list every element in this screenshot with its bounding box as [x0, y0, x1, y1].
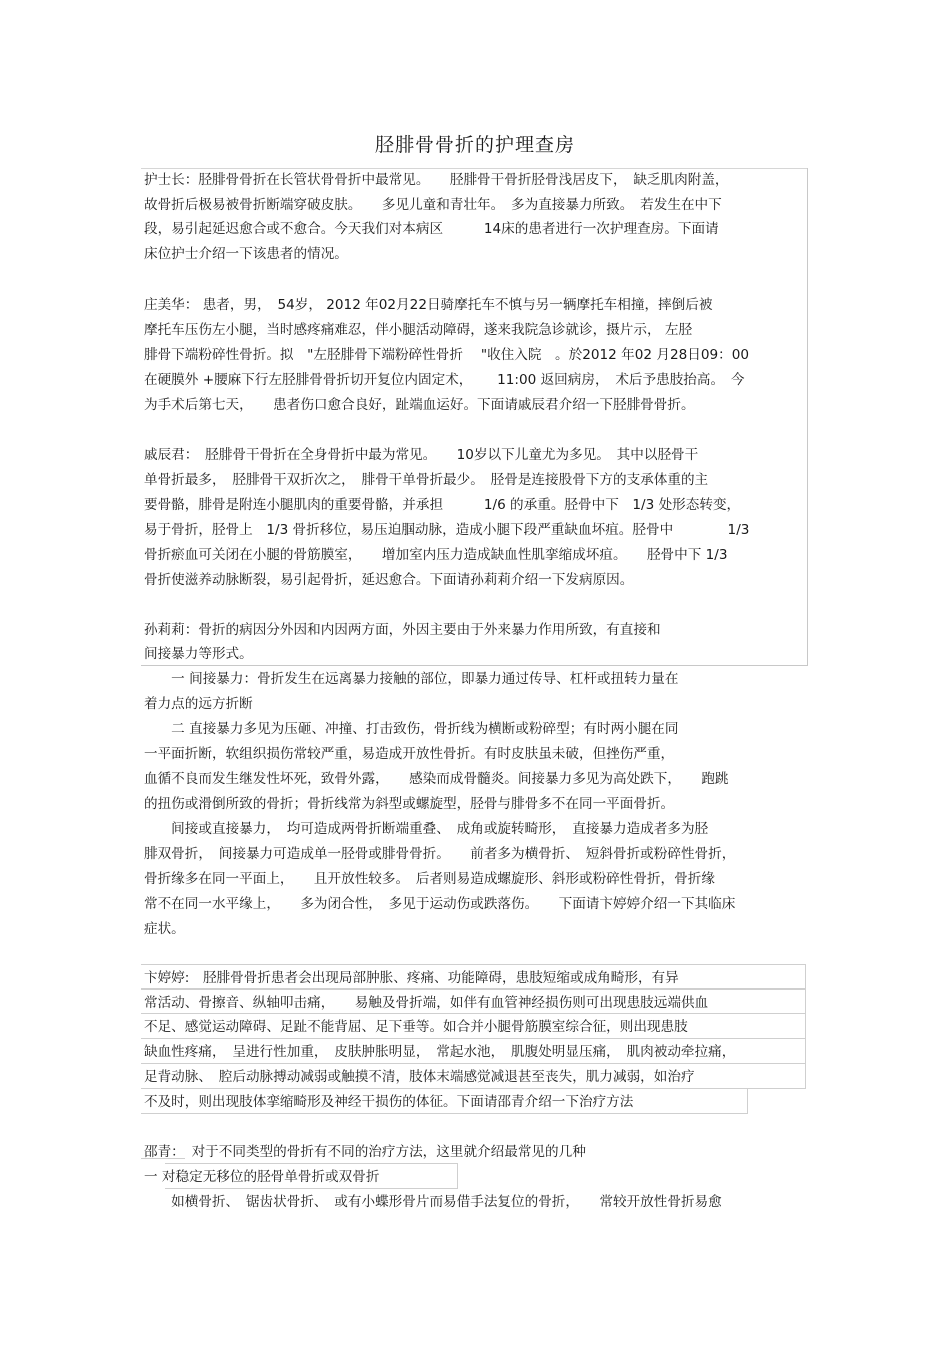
paragraph-line: 要骨骼，腓骨是附连小腿肌肉的重要骨骼，并承担 1/6 的承重。胫骨中下 1/3 处形态转变， — [144, 497, 741, 513]
paragraph-line: 摩托车压伤左小腿，当时感疼痛难忍，伴小腿活动障碍，遂来我院急诊就诊，摄片示， 左胫 — [144, 322, 693, 338]
paragraph-line: 足背动脉、 腔后动脉搏动减弱或触摸不清，肢体末端感觉减退甚至丧失，肌力减弱，如治疗 — [144, 1069, 695, 1085]
paragraph-line: 故骨折后极易被骨折断端穿破皮肤。 多见儿童和青壮年。 多为直接暴力所致。 若发生在中下 — [144, 197, 722, 213]
paragraph-line: 腓骨下端粉碎性骨折。拟 "左胫腓骨下端粉碎性骨折 "收住入院 。於2012 年02 月28日09：00 — [144, 347, 750, 363]
paragraph-line: 症状。 — [144, 921, 185, 937]
paragraph-line: 一平面折断，软组织损伤常较严重，易造成开放性骨折。有时皮肤虽未破，但挫伤严重， — [144, 746, 675, 762]
paragraph-line: 不足、感觉运动障碍、足趾不能背屈、足下垂等。如合并小腿骨筋膜室综合征，则出现患肢 — [144, 1019, 688, 1035]
paragraph-line: 易于骨折，胫骨上 1/3 骨折移位，易压迫腘动脉，造成小腿下段严重缺血坏疽。胫骨中 1/3 — [144, 522, 750, 538]
paragraph-line: 骨折缘多在同一平面上， 且开放性较多。 后者则易造成螺旋形、斜形或粉碎性骨折，骨折缘 — [144, 871, 715, 887]
paragraph-line: 间接或直接暴力， 均可造成两骨折断端重叠、 成角或旋转畸形， 直接暴力造成者多为胫 — [144, 821, 709, 837]
paragraph-line: 为手术后第七天， 患者伤口愈合良好，趾端血运好。下面请戚辰君介绍一下胫腓骨骨折。 — [144, 397, 695, 413]
paragraph-line: 一 间接暴力：骨折发生在远离暴力接触的部位，即暴力通过传导、杠杆或扭转力量在 — [144, 671, 679, 687]
paragraph-line: 庄美华： 患者，男， 54岁， 2012 年02月22日骑摩托车不慎与另一辆摩托车相撞，摔倒后被 — [144, 297, 713, 313]
paragraph-line: 戚辰君： 胫腓骨干骨折在全身骨折中最为常见。 10岁以下儿童尤为多见。 其中以胫骨干 — [144, 447, 699, 463]
paragraph-line: 段，易引起延迟愈合或不愈合。今天我们对本病区 14床的患者进行一次护理查房。下面请 — [144, 221, 719, 237]
paragraph-line: 护士长：胫腓骨骨折在长管状骨骨折中最常见。 胫腓骨干骨折胫骨浅居皮下， 缺乏肌肉附盖， — [144, 172, 729, 188]
paragraph-line: 常活动、骨擦音、纵轴叩击痛， 易触及骨折端，如伴有血管神经损伤则可出现患肢远端供血 — [144, 995, 709, 1011]
paragraph-line: 孙莉莉：骨折的病因分外因和内因两方面，外因主要由于外来暴力作用所致，有直接和 — [144, 622, 661, 638]
paragraph-line: 一 对稳定无移位的胫骨单骨折或双骨折 — [144, 1169, 380, 1185]
paragraph-line: 缺血性疼痛， 呈进行性加重， 皮肤肿胀明显， 常起水池， 肌腹处明显压痛， 肌肉被动牵拉痛， — [144, 1044, 736, 1060]
paragraph-line: 常不在同一水平缘上， 多为闭合性， 多见于运动伤或跌落伤。 下面请卞婷婷介绍一下其临床 — [144, 896, 736, 912]
paragraph-line: 不及时，则出现肢体挛缩畸形及神经干损伤的体征。下面请邵青介绍一下治疗方法 — [144, 1094, 634, 1110]
page-title: 胫腓骨骨折的护理查房 — [374, 134, 575, 156]
paragraph-line: 着力点的远方折断 — [144, 696, 253, 712]
paragraph-line: 卞婷婷: 胫腓骨骨折患者会出现局部肿胀、疼痛、功能障碍，患肢短缩或成角畸形，有异 — [144, 970, 679, 986]
paragraph-line: 腓双骨折， 间接暴力可造成单一胫骨或腓骨骨折。 前者多为横骨折、 短斜骨折或粉碎性骨折， — [144, 846, 736, 862]
paragraph-line: 邵青： 对于不同类型的骨折有不同的治疗方法，这里就介绍最常见的几种 — [144, 1144, 586, 1160]
paragraph-line: 血循不良而发生继发性坏死，致骨外露， 感染而成骨髓炎。间接暴力多见为高处跌下， 跑跳 — [144, 771, 729, 787]
paragraph-line: 的扭伤或滑倒所致的骨折；骨折线常为斜型或螺旋型，胫骨与腓骨多不在同一平面骨折。 — [144, 796, 675, 812]
paragraph-line: 单骨折最多， 胫腓骨干双折次之， 腓骨干单骨折最少。 胫骨是连接股骨下方的支承体重的主 — [144, 472, 709, 488]
paragraph-line: 间接暴力等形式。 — [144, 646, 253, 662]
paragraph-line: 二 直接暴力多见为压砸、冲撞、打击致伤，骨折线为横断或粉碎型；有时两小腿在同 — [144, 721, 679, 737]
paragraph-line: 如横骨折、 锯齿状骨折、 或有小蝶形骨片而易借手法复位的骨折， 常较开放性骨折易愈 — [144, 1194, 722, 1210]
paragraph-line: 骨折瘀血可关闭在小腿的骨筋膜室， 增加室内压力造成缺血性肌挛缩成坏疽。 胫骨中下 1/3 — [144, 547, 728, 563]
paragraph-line: 床位护士介绍一下该患者的情况。 — [144, 246, 348, 262]
paragraph-line: 在硬膜外 +腰麻下行左胫腓骨骨折切开复位内固定术， 11:00 返回病房， 术后予患肢抬高。 今 — [144, 372, 745, 388]
text-frame — [141, 168, 808, 666]
paragraph-line: 骨折使滋养动脉断裂，易引起骨折，延迟愈合。下面请孙莉莉介绍一下发病原因。 — [144, 572, 634, 588]
